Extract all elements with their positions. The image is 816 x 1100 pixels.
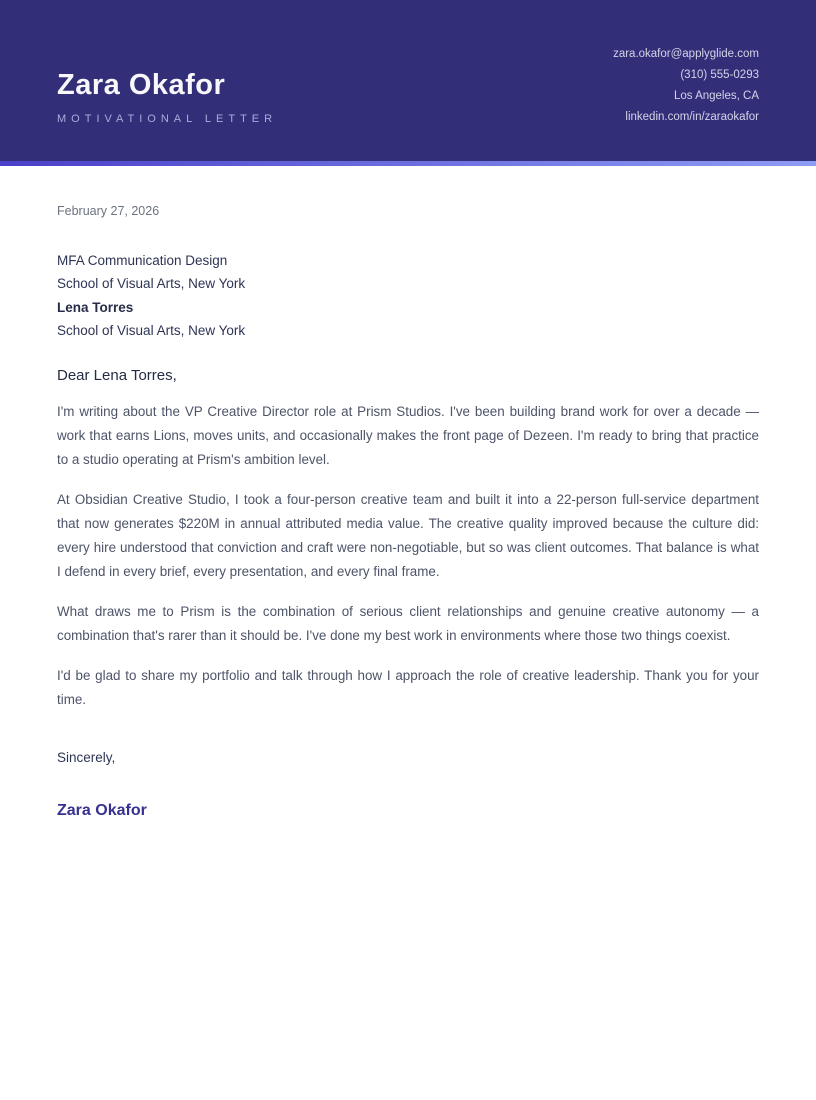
paragraph-intro: I'm writing about the VP Creative Director role at Prism Studios. I've been building brand work for over a decade — work that earns Lions, moves units, and occasionally makes the front page of Dezeen. I'm ready to bring that practice to a studio operating at Prism's ambition level. bbox=[57, 404, 759, 468]
contact-linkedin: linkedin.com/in/zaraokafor bbox=[625, 111, 759, 123]
paragraph-motivation: What draws me to Prism is the combination of serious client relationships and genuine creative autonomy — a combination that's rarer than it should be. I've done my best work in environments where those two things coexist. bbox=[57, 604, 759, 644]
document-type-label: MOTIVATIONAL LETTER bbox=[57, 112, 278, 125]
recipient-institution-repeat: School of Visual Arts, New York bbox=[57, 322, 246, 338]
paragraph-call-to-action: I'd be glad to share my portfolio and talk through how I approach the role of creative leadership. Thank you for your time. bbox=[57, 668, 759, 708]
sender-identity bbox=[57, 70, 277, 125]
recipient-institution: School of Visual Arts, New York bbox=[57, 276, 246, 292]
recipient-name: Lena Torres bbox=[57, 299, 134, 315]
contact-block bbox=[613, 44, 759, 128]
sender-name: Zara Okafor bbox=[57, 69, 226, 101]
letter-paragraphs bbox=[57, 400, 759, 712]
contact-email: zara.okafor@applyglide.com bbox=[613, 48, 759, 60]
letter-date: February 27, 2026 bbox=[57, 204, 160, 218]
letter-header bbox=[0, 0, 816, 161]
contact-phone: (310) 555-0293 bbox=[680, 69, 759, 81]
signature-name: Zara Okafor bbox=[57, 802, 147, 820]
closing: Sincerely, bbox=[57, 750, 116, 766]
recipient-block bbox=[57, 249, 759, 342]
contact-location: Los Angeles, CA bbox=[673, 90, 759, 102]
recipient-program: MFA Communication Design bbox=[57, 253, 228, 268]
paragraph-experience: At Obsidian Creative Studio, I took a four-person creative team and built it into a 22-person full-service department that now generates $220M in annual attributed media value. The creative quality improved because the culture did: every hire understood that conviction and craft were non-negotiable, but so was client outcomes. That balance is what I defend in every brief, every presentation, and every final frame. bbox=[57, 492, 759, 580]
letter-body bbox=[0, 166, 816, 820]
salutation: Dear Lena Torres, bbox=[57, 367, 177, 385]
